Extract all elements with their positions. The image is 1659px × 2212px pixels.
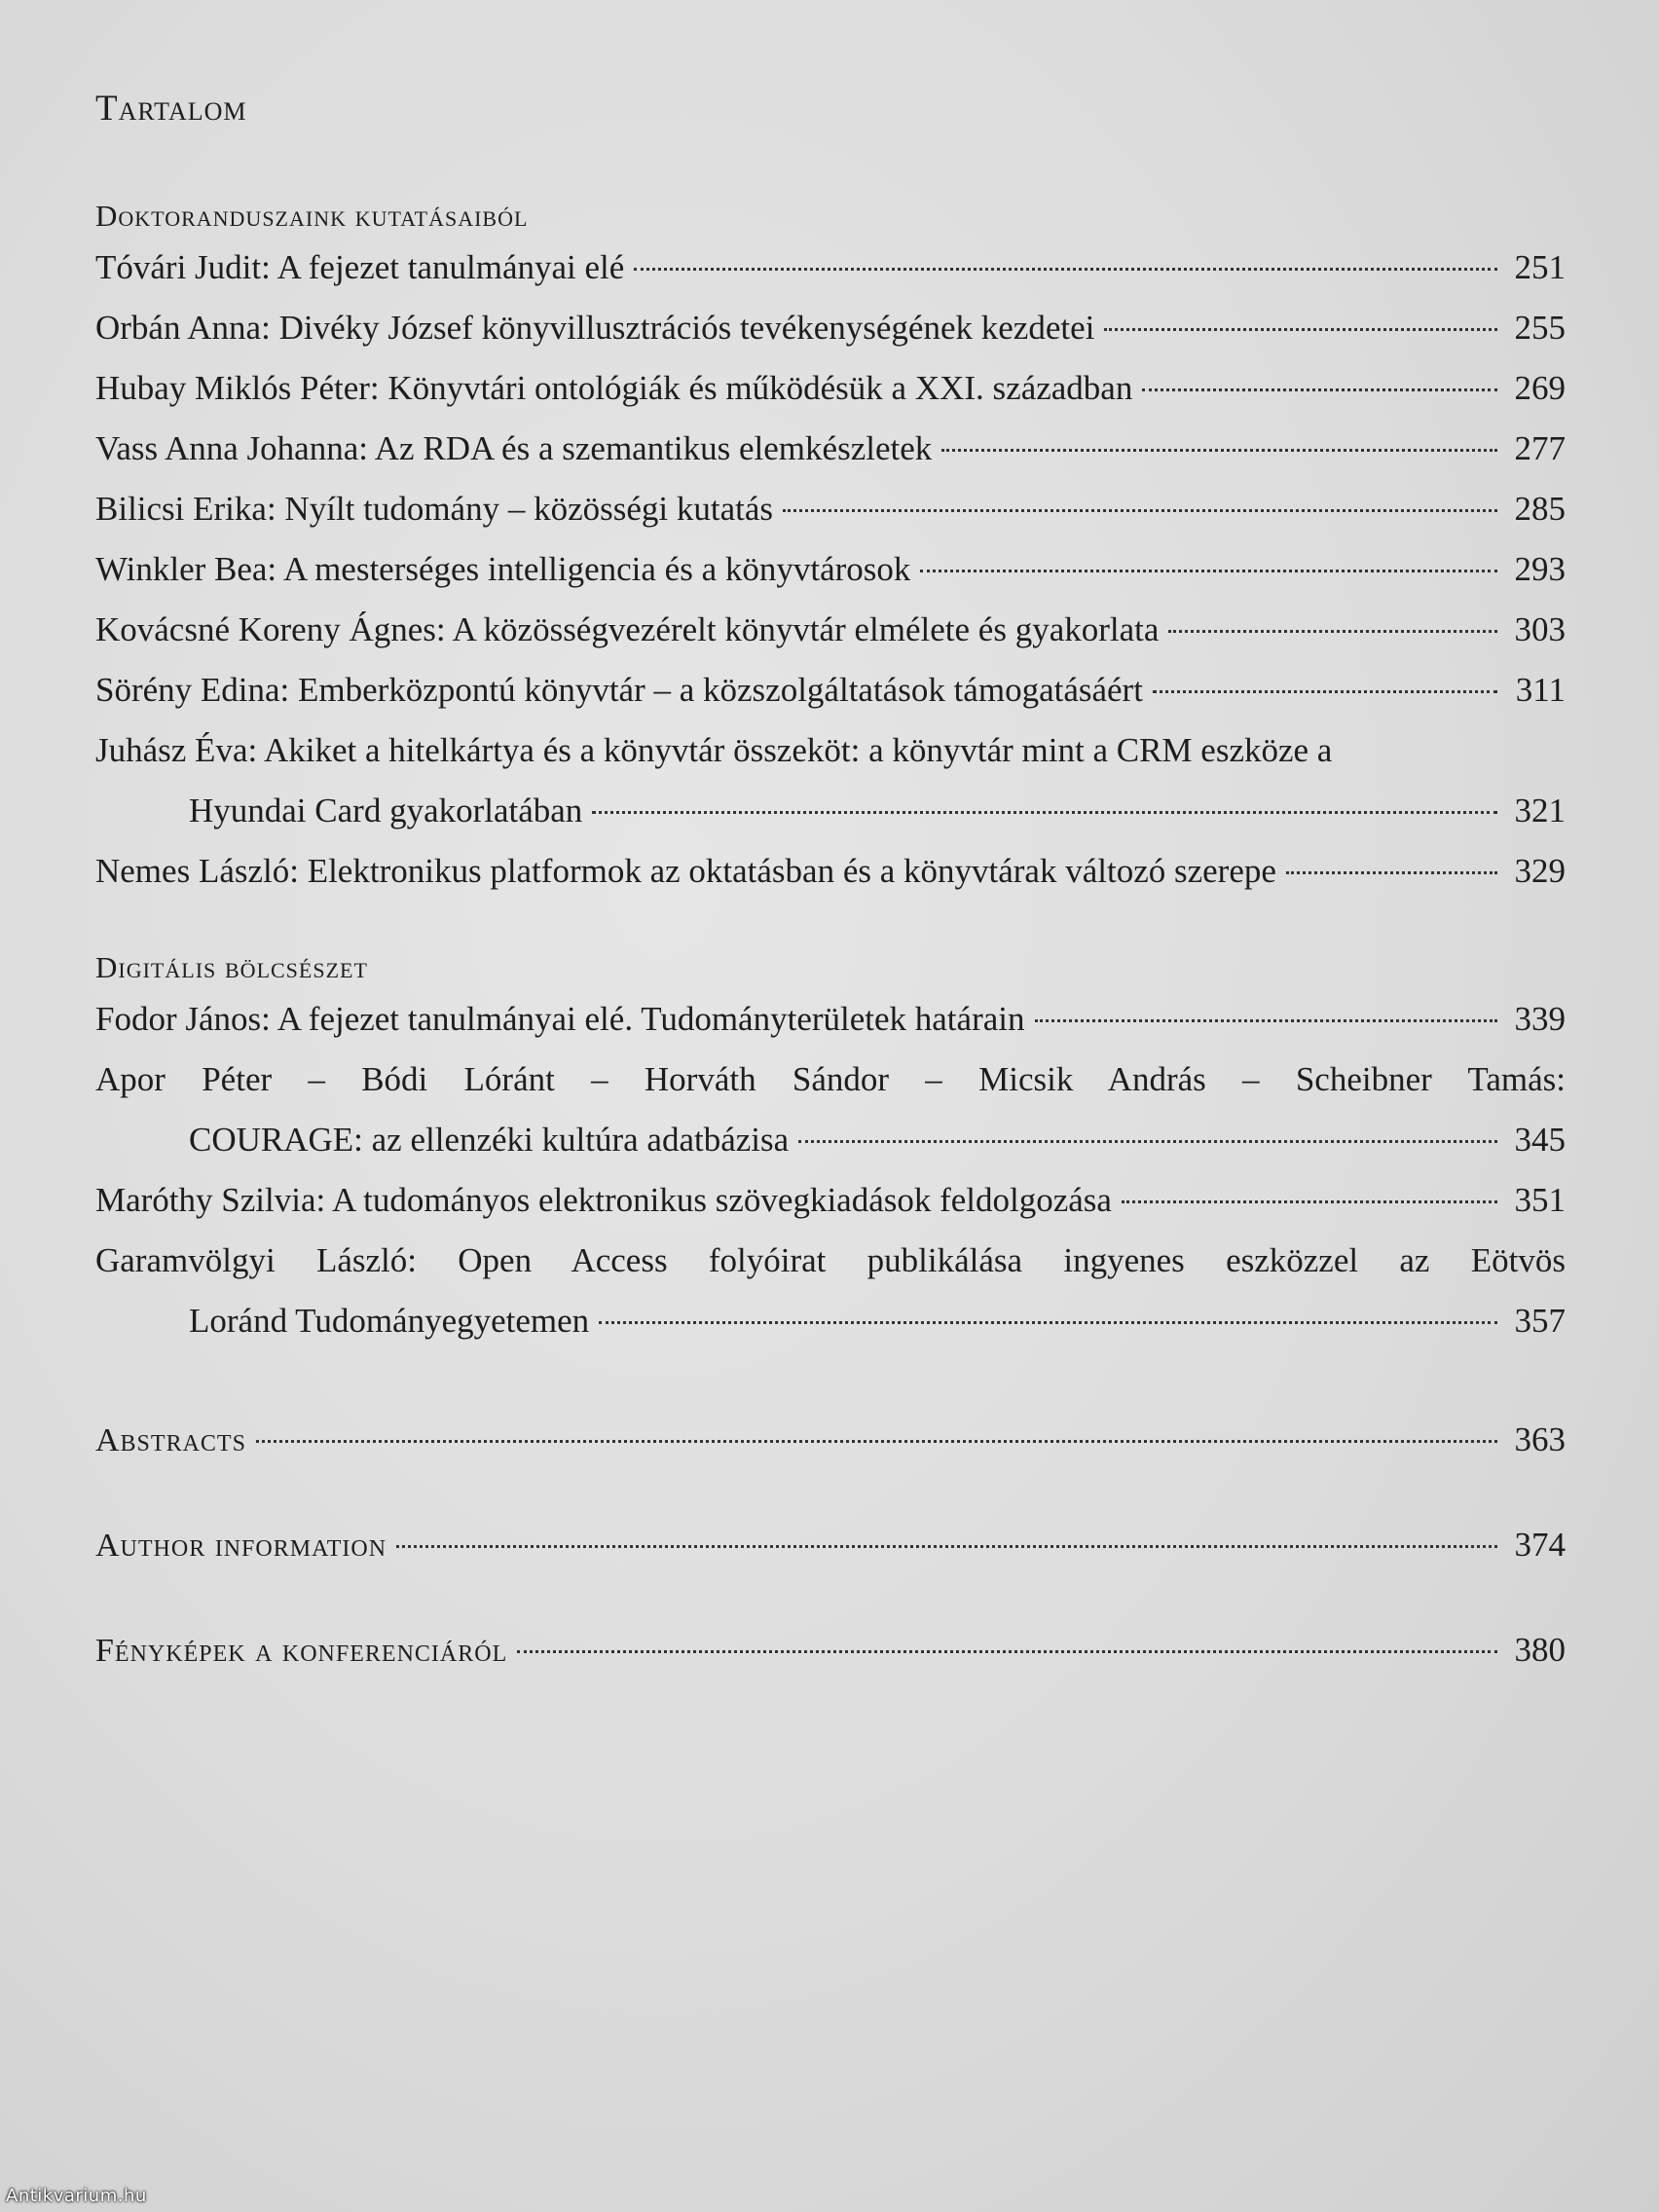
entry-page: 374 (1514, 1526, 1566, 1564)
entry-title: Kovácsné Koreny Ágnes: A közösségvezérelt könyvtár elmélete és gyakorlata (95, 610, 1160, 648)
entry-title: Bilicsi Erika: Nyílt tudomány – közösségi kutatás (95, 490, 774, 528)
entry-title: Hyundai Card gyakorlatában (189, 792, 583, 830)
section-heading: Doktoranduszaink kutatásaiból (95, 199, 529, 233)
toc-entry (95, 419, 1566, 479)
entry-title: Hubay Miklós Péter: Könyvtári ontológiák és működésük a XXI. században (95, 369, 1133, 407)
toc-entry (95, 298, 1566, 358)
entry-page: 269 (1514, 369, 1566, 407)
entry-title: Nemes László: Elektronikus platformok az oktatásban és a könyvtárak változó szerepe (95, 852, 1276, 890)
table-of-contents (95, 88, 1566, 1680)
toc-entry-multiline (95, 720, 1566, 841)
toc-entry (95, 841, 1566, 902)
entry-title: Fényképek a konferenciáról (95, 1633, 508, 1669)
dot-leader (1286, 871, 1497, 874)
toc-entry (95, 238, 1566, 298)
toc-entry (95, 358, 1566, 419)
spacer (95, 1575, 1566, 1620)
entry-title-line1: Garamvölgyi László: Open Access folyóirat publikálása ingyenes eszközzel az Eötvös (95, 1241, 1566, 1279)
dot-leader (783, 509, 1497, 512)
watermark: Antikvarium.hu (6, 2186, 147, 2206)
toc-entry (95, 1170, 1566, 1231)
spacer (95, 902, 1566, 946)
dot-leader (256, 1440, 1497, 1443)
dot-leader (396, 1545, 1497, 1548)
entry-page: 311 (1515, 671, 1566, 709)
entry-title: Abstracts (95, 1422, 246, 1458)
toc-entry-continuation (95, 1110, 1566, 1170)
dot-leader (592, 811, 1497, 814)
entry-title: Fodor János: A fejezet tanulmányai elé. Tudományterületek határain (95, 1000, 1025, 1038)
toc-entry (95, 660, 1566, 720)
entry-title: Winkler Bea: A mesterséges intelligencia és a könyvtárosok (95, 550, 911, 588)
dot-leader (517, 1650, 1497, 1653)
entry-title: Sörény Edina: Emberközpontú könyvtár – a közszolgáltatások támogatásáért (95, 671, 1143, 709)
toc-entry-photos (95, 1620, 1566, 1680)
entry-page: 303 (1514, 610, 1566, 648)
entry-title-line1: Apor Péter – Bódi Lóránt – Horváth Sándor – Micsik András – Scheibner Tamás: (95, 1060, 1566, 1098)
toc-entry-continuation (95, 1291, 1566, 1351)
toc-entry-author-information (95, 1515, 1566, 1575)
running-head: Tartalom (95, 89, 247, 129)
toc-entry (95, 539, 1566, 600)
entry-page: 329 (1514, 852, 1566, 890)
entry-page: 357 (1514, 1302, 1566, 1340)
toc-entry (95, 479, 1566, 539)
toc-entry-continuation (95, 781, 1566, 841)
dot-leader (634, 268, 1497, 271)
entry-page: 380 (1514, 1631, 1566, 1669)
section-digitalis-bolcseszet (95, 946, 1566, 1351)
entry-title: Tóvári Judit: A fejezet tanulmányai elé (95, 248, 625, 286)
entry-page: 277 (1514, 429, 1566, 467)
entry-page: 351 (1514, 1181, 1566, 1219)
dot-leader (941, 449, 1497, 452)
dot-leader (1153, 690, 1497, 693)
section-heading: Digitális bölcsészet (95, 950, 368, 984)
toc-entry (95, 989, 1566, 1050)
entry-page: 339 (1514, 1000, 1566, 1038)
spacer (95, 1351, 1566, 1410)
entry-page: 345 (1514, 1121, 1566, 1159)
entry-title: Vass Anna Johanna: Az RDA és a szemantikus elemkészletek (95, 429, 933, 467)
toc-entry-multiline (95, 1231, 1566, 1351)
spacer (95, 1470, 1566, 1515)
dot-leader (920, 570, 1497, 572)
dot-leader (1142, 388, 1497, 391)
entry-page: 321 (1514, 792, 1566, 830)
entry-page: 255 (1514, 309, 1566, 347)
entry-page: 363 (1514, 1420, 1566, 1458)
toc-entry-multiline (95, 1050, 1566, 1170)
entry-page: 285 (1514, 490, 1566, 528)
dot-leader (1035, 1019, 1498, 1022)
entry-title-line1: Juhász Éva: Akiket a hitelkártya és a könyvtár összeköt: a könyvtár mint a CRM eszköze a (95, 731, 1333, 769)
dot-leader (1168, 630, 1497, 633)
dot-leader (1104, 328, 1497, 331)
entry-title: COURAGE: az ellenzéki kultúra adatbázisa (189, 1121, 790, 1159)
entry-title: Maróthy Szilvia: A tudományos elektronikus szövegkiadások feldolgozása (95, 1181, 1112, 1219)
entry-title: Loránd Tudományegyetemen (189, 1302, 590, 1340)
entry-title: Author information (95, 1528, 387, 1564)
entry-page: 293 (1514, 550, 1566, 588)
dot-leader (599, 1321, 1497, 1324)
dot-leader (798, 1140, 1497, 1143)
dot-leader (1122, 1200, 1497, 1203)
toc-entry-abstracts (95, 1410, 1566, 1470)
entry-title: Orbán Anna: Divéky József könyvillusztrációs tevékenységének kezdetei (95, 309, 1095, 347)
entry-page: 251 (1514, 248, 1566, 286)
section-doktoranduszaink (95, 195, 1566, 902)
toc-entry (95, 600, 1566, 660)
